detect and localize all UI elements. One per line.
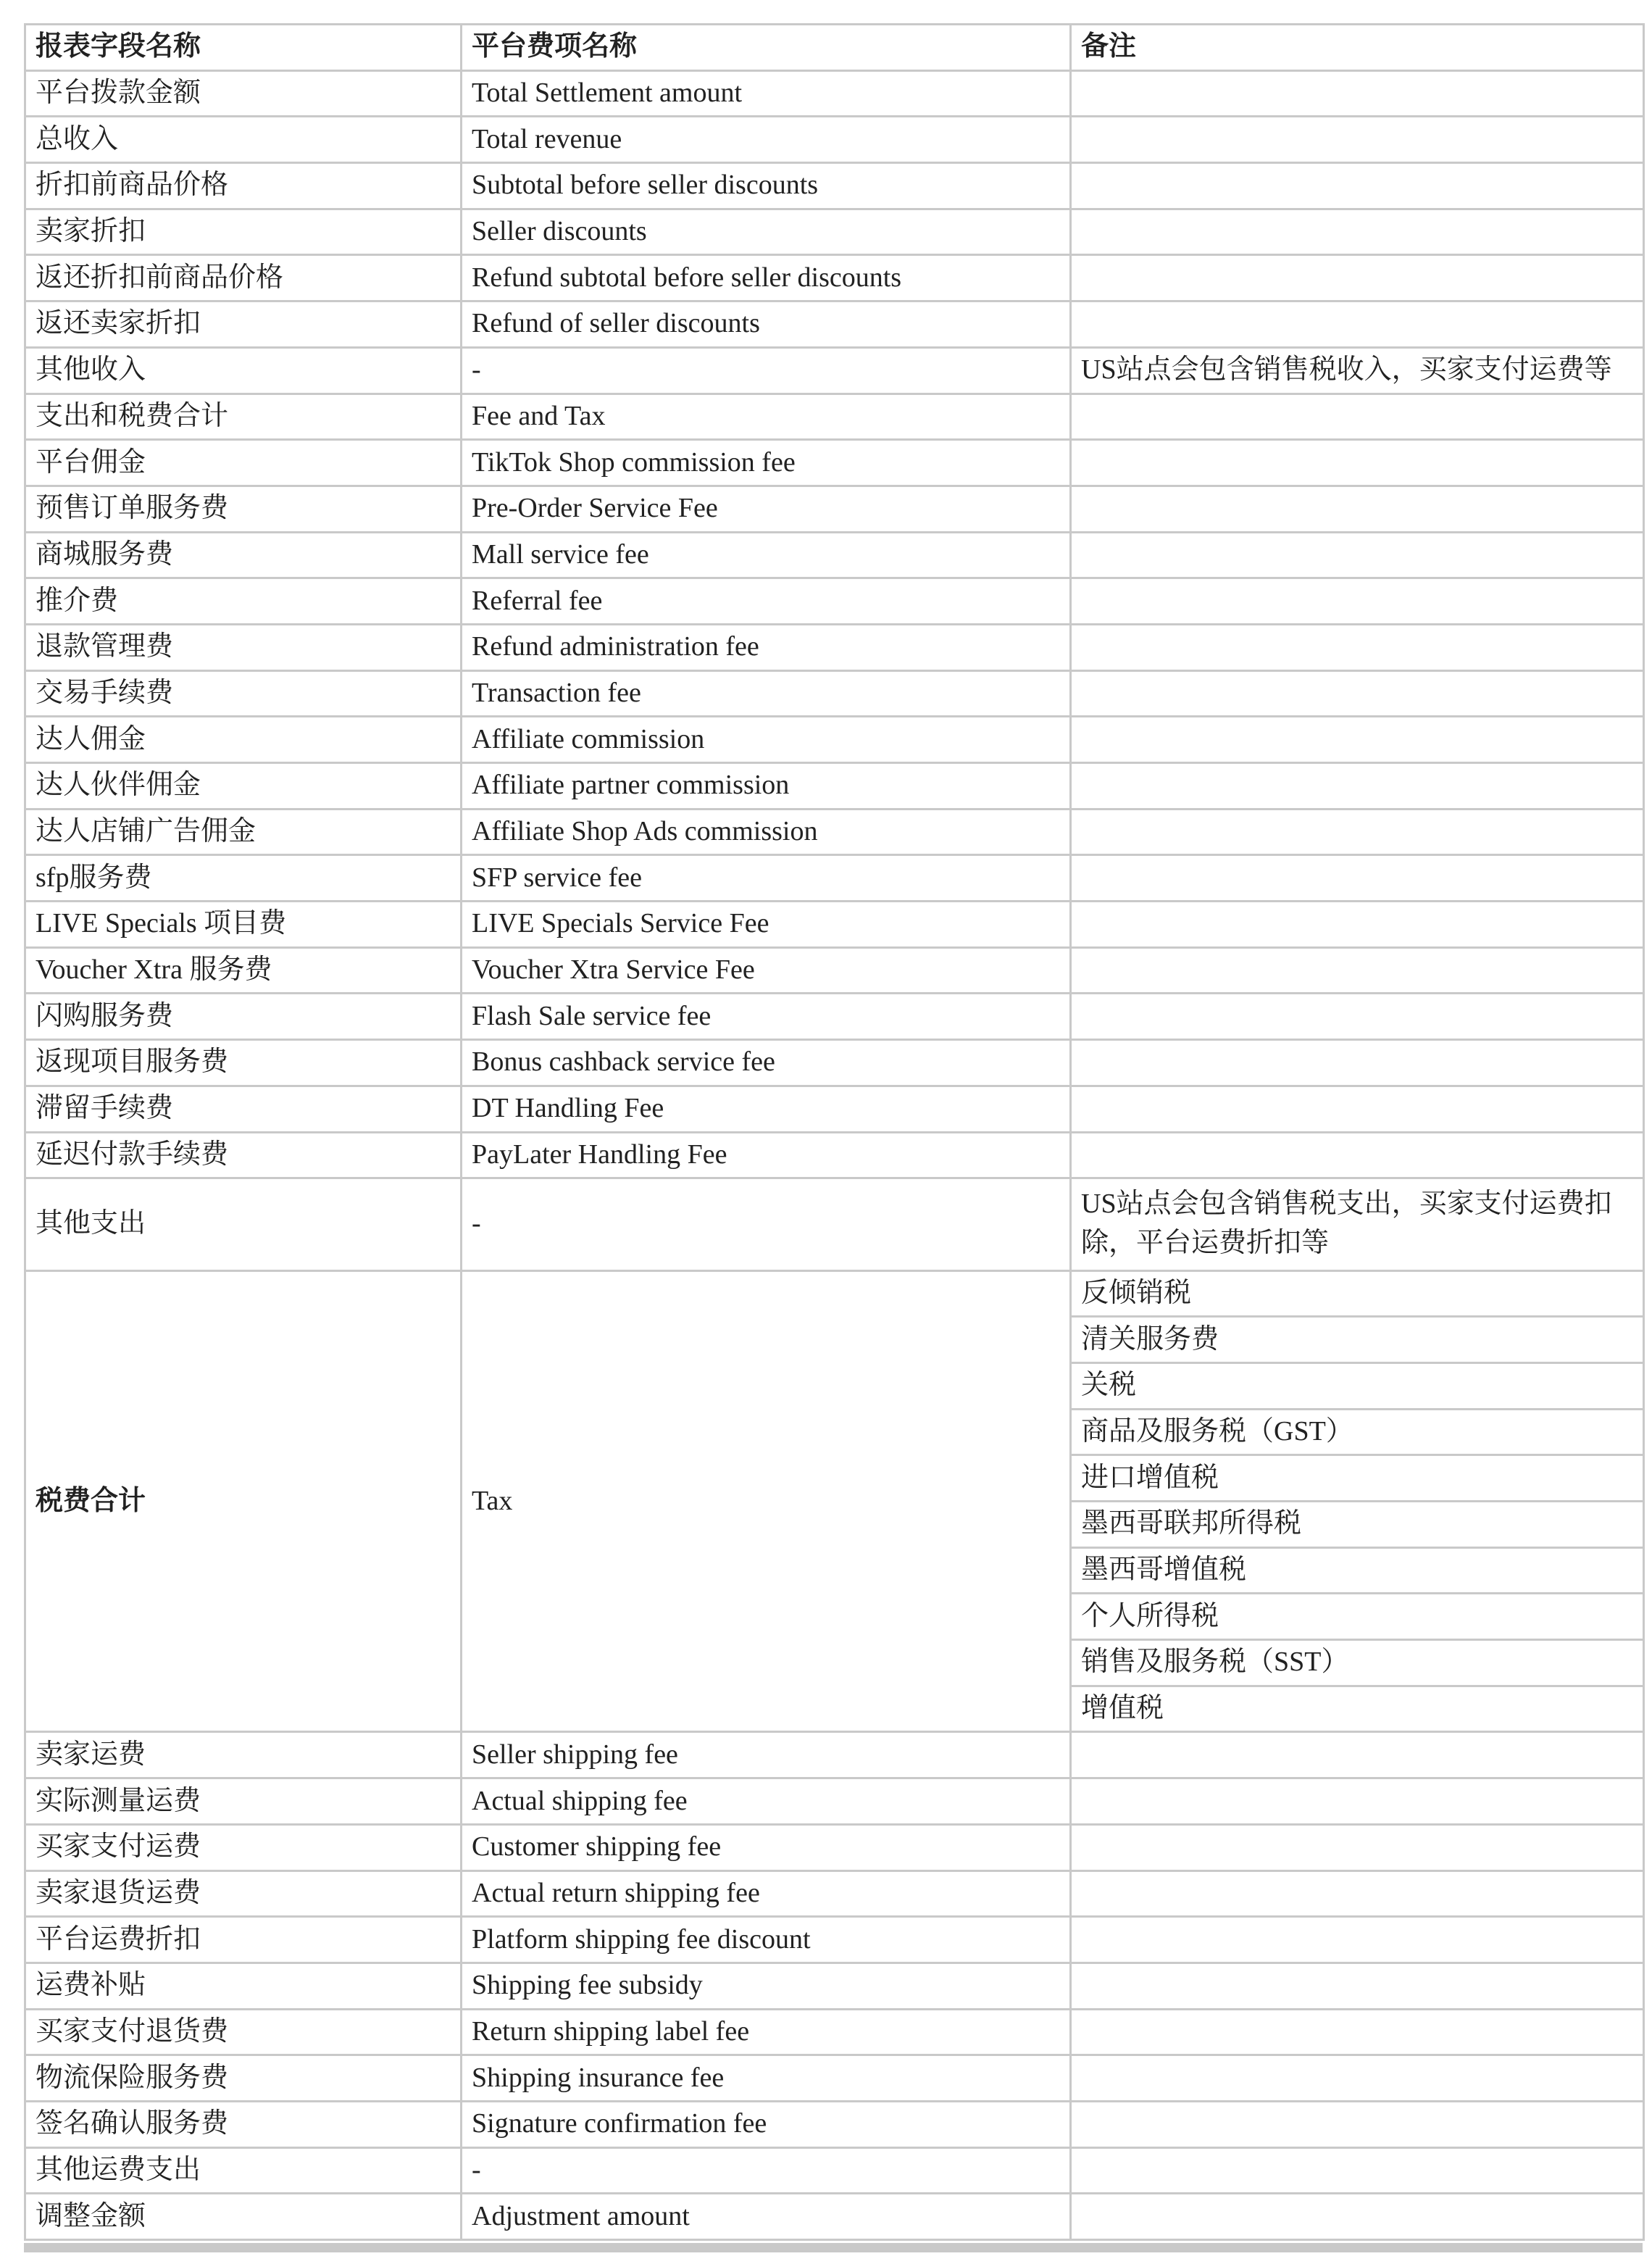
table-row: [25, 163, 1644, 209]
fee-name-cell: Shipping insurance fee: [462, 2055, 1071, 2102]
note-cell: [1071, 117, 1644, 163]
fee-name-cell: Fee and Tax: [462, 394, 1071, 440]
table-row: [25, 809, 1644, 855]
tax-note-cell: 清关服务费: [1071, 1317, 1644, 1363]
fee-name-cell: Shipping fee subsidy: [462, 1963, 1071, 2009]
field-cell: 调整金额: [25, 2194, 462, 2240]
tax-note-cell: 增值税: [1071, 1686, 1644, 1732]
fee-name-cell: Signature confirmation fee: [462, 2101, 1071, 2147]
fee-name-cell: TikTok Shop commission fee: [462, 440, 1071, 486]
note-cell: [1071, 70, 1644, 117]
note-cell: [1071, 1917, 1644, 1963]
table-row: [25, 532, 1644, 578]
note-cell: [1071, 624, 1644, 670]
column-header-note: 备注: [1071, 25, 1644, 71]
table-row: [25, 394, 1644, 440]
note-cell: [1071, 1732, 1644, 1778]
table-row: [25, 902, 1644, 948]
table-header: [25, 25, 1644, 71]
table-row: [25, 2194, 1644, 2240]
table-row: [25, 1732, 1644, 1778]
table-body: [25, 70, 1644, 2239]
note-cell: [1071, 947, 1644, 994]
note-cell: [1071, 2101, 1644, 2147]
note-cell: [1071, 394, 1644, 440]
table-row: [25, 1040, 1644, 1086]
table-row: [25, 670, 1644, 717]
table-row: [25, 1870, 1644, 1917]
table-row: [25, 301, 1644, 348]
note-cell: [1071, 163, 1644, 209]
note-cell: [1071, 1040, 1644, 1086]
note-cell: [1071, 578, 1644, 625]
tax-note-cell: 墨西哥联邦所得税: [1071, 1502, 1644, 1548]
note-cell: [1071, 809, 1644, 855]
fee-name-cell: Adjustment amount: [462, 2194, 1071, 2240]
note-cell: [1071, 209, 1644, 255]
field-cell: 其他运费支出: [25, 2147, 462, 2194]
field-cell: 其他支出: [25, 1178, 462, 1270]
table-row: [25, 2147, 1644, 2194]
field-cell: 商城服务费: [25, 532, 462, 578]
field-cell: 达人佣金: [25, 717, 462, 763]
field-cell: 实际测量运费: [25, 1778, 462, 1825]
note-cell: [1071, 2147, 1644, 2194]
table-row: [25, 1178, 1644, 1270]
fee-name-cell: Refund subtotal before seller discounts: [462, 255, 1071, 301]
fee-name-cell: Flash Sale service fee: [462, 994, 1071, 1040]
tax-note-cell: 销售及服务税（SST）: [1071, 1640, 1644, 1686]
note-cell: [1071, 2194, 1644, 2240]
table-row: [25, 440, 1644, 486]
field-cell: 买家支付运费: [25, 1824, 462, 1870]
table-row: [25, 2101, 1644, 2147]
field-cell: LIVE Specials 项目费: [25, 902, 462, 948]
fee-name-cell: Customer shipping fee: [462, 1824, 1071, 1870]
fee-name-cell: Affiliate Shop Ads commission: [462, 809, 1071, 855]
tax-note-cell: 反倾销税: [1071, 1270, 1644, 1317]
fee-name-cell: Return shipping label fee: [462, 2009, 1071, 2055]
table-row: [25, 1778, 1644, 1825]
note-cell: [1071, 670, 1644, 717]
field-cell: 达人伙伴佣金: [25, 763, 462, 810]
note-cell: [1071, 1824, 1644, 1870]
field-cell: 闪购服务费: [25, 994, 462, 1040]
note-cell: [1071, 1778, 1644, 1825]
field-cell: 物流保险服务费: [25, 2055, 462, 2102]
field-cell: 平台拨款金额: [25, 70, 462, 117]
column-header-field: 报表字段名称: [25, 25, 462, 71]
note-cell: [1071, 532, 1644, 578]
table-row: [25, 2009, 1644, 2055]
field-cell: 达人店铺广告佣金: [25, 809, 462, 855]
fee-name-cell: Platform shipping fee discount: [462, 1917, 1071, 1963]
fee-name-cell: Actual return shipping fee: [462, 1870, 1071, 1917]
table-row: [25, 2055, 1644, 2102]
fee-name-cell: Seller discounts: [462, 209, 1071, 255]
fee-name-cell: Total Settlement amount: [462, 70, 1071, 117]
note-cell: [1071, 1086, 1644, 1132]
note-cell: US站点会包含销售税支出，买家支付运费扣除，平台运费折扣等: [1071, 1178, 1644, 1270]
table-row: [25, 486, 1644, 532]
table-row: [25, 1824, 1644, 1870]
fee-name-cell: -: [462, 1178, 1071, 1270]
fee-name-cell: Affiliate commission: [462, 717, 1071, 763]
note-cell: [1071, 2009, 1644, 2055]
note-cell: [1071, 1963, 1644, 2009]
field-cell: 返现项目服务费: [25, 1040, 462, 1086]
note-cell: [1071, 301, 1644, 348]
note-cell: [1071, 994, 1644, 1040]
field-cell: 返还折扣前商品价格: [25, 255, 462, 301]
field-cell: 支出和税费合计: [25, 394, 462, 440]
field-cell: 退款管理费: [25, 624, 462, 670]
table-row: [25, 947, 1644, 994]
field-cell: 卖家折扣: [25, 209, 462, 255]
fee-name-cell: DT Handling Fee: [462, 1086, 1071, 1132]
tax-note-cell: 关税: [1071, 1362, 1644, 1409]
tax-note-cell: 墨西哥增值税: [1071, 1547, 1644, 1594]
merged-field-cell: 税费合计: [25, 1270, 462, 1732]
table-row: [25, 255, 1644, 301]
field-cell: 返还卖家折扣: [25, 301, 462, 348]
note-cell: [1071, 1132, 1644, 1178]
fee-name-cell: Subtotal before seller discounts: [462, 163, 1071, 209]
fee-name-cell: Refund of seller discounts: [462, 301, 1071, 348]
fee-name-cell: Affiliate partner commission: [462, 763, 1071, 810]
header-row: [25, 25, 1644, 71]
fee-name-cell: Pre-Order Service Fee: [462, 486, 1071, 532]
fee-name-cell: SFP service fee: [462, 855, 1071, 902]
fee-name-cell: Refund administration fee: [462, 624, 1071, 670]
field-cell: 总收入: [25, 117, 462, 163]
fee-name-cell: LIVE Specials Service Fee: [462, 902, 1071, 948]
fee-name-cell: Voucher Xtra Service Fee: [462, 947, 1071, 994]
field-cell: 平台佣金: [25, 440, 462, 486]
fee-name-cell: Seller shipping fee: [462, 1732, 1071, 1778]
field-cell: 交易手续费: [25, 670, 462, 717]
fee-name-cell: Total revenue: [462, 117, 1071, 163]
table-row: [25, 1963, 1644, 2009]
table-row: [25, 1086, 1644, 1132]
table-row: [25, 763, 1644, 810]
field-cell: 滞留手续费: [25, 1086, 462, 1132]
table-row-tax: [25, 1270, 1644, 1317]
field-cell: 推介费: [25, 578, 462, 625]
table-row: [25, 209, 1644, 255]
note-cell: [1071, 255, 1644, 301]
note-cell: [1071, 717, 1644, 763]
tax-note-cell: 商品及服务税（GST）: [1071, 1409, 1644, 1455]
fee-mapping-table: [24, 23, 1645, 2241]
note-cell: [1071, 486, 1644, 532]
note-cell: [1071, 1870, 1644, 1917]
note-cell: [1071, 902, 1644, 948]
note-cell: US站点会包含销售税收入，买家支付运费等: [1071, 347, 1644, 394]
table-row: [25, 1132, 1644, 1178]
field-cell: 卖家退货运费: [25, 1870, 462, 1917]
fee-name-cell: -: [462, 2147, 1071, 2194]
table-row: [25, 117, 1644, 163]
table-row: [25, 347, 1644, 394]
fee-name-cell: -: [462, 347, 1071, 394]
field-cell: 签名确认服务费: [25, 2101, 462, 2147]
field-cell: 平台运费折扣: [25, 1917, 462, 1963]
merged-fee-name-cell: Tax: [462, 1270, 1071, 1732]
field-cell: 预售订单服务费: [25, 486, 462, 532]
table-row: [25, 578, 1644, 625]
table-row: [25, 1917, 1644, 1963]
field-cell: 卖家运费: [25, 1732, 462, 1778]
field-cell: 其他收入: [25, 347, 462, 394]
table-row: [25, 994, 1644, 1040]
column-header-fee-name: 平台费项名称: [462, 25, 1071, 71]
field-cell: 延迟付款手续费: [25, 1132, 462, 1178]
fee-name-cell: Referral fee: [462, 578, 1071, 625]
tax-note-cell: 进口增值税: [1071, 1455, 1644, 1502]
field-cell: sfp服务费: [25, 855, 462, 902]
fee-name-cell: Transaction fee: [462, 670, 1071, 717]
fee-name-cell: Bonus cashback service fee: [462, 1040, 1071, 1086]
note-cell: [1071, 2055, 1644, 2102]
field-cell: 买家支付退货费: [25, 2009, 462, 2055]
fee-name-cell: PayLater Handling Fee: [462, 1132, 1071, 1178]
table-row: [25, 855, 1644, 902]
note-cell: [1071, 763, 1644, 810]
cutoff-row: [24, 2243, 1643, 2252]
note-cell: [1071, 855, 1644, 902]
field-cell: 折扣前商品价格: [25, 163, 462, 209]
fee-name-cell: Mall service fee: [462, 532, 1071, 578]
table-row: [25, 70, 1644, 117]
table-row: [25, 624, 1644, 670]
fee-name-cell: Actual shipping fee: [462, 1778, 1071, 1825]
field-cell: Voucher Xtra 服务费: [25, 947, 462, 994]
field-cell: 运费补贴: [25, 1963, 462, 2009]
note-cell: [1071, 440, 1644, 486]
table-row: [25, 717, 1644, 763]
tax-note-cell: 个人所得税: [1071, 1594, 1644, 1640]
